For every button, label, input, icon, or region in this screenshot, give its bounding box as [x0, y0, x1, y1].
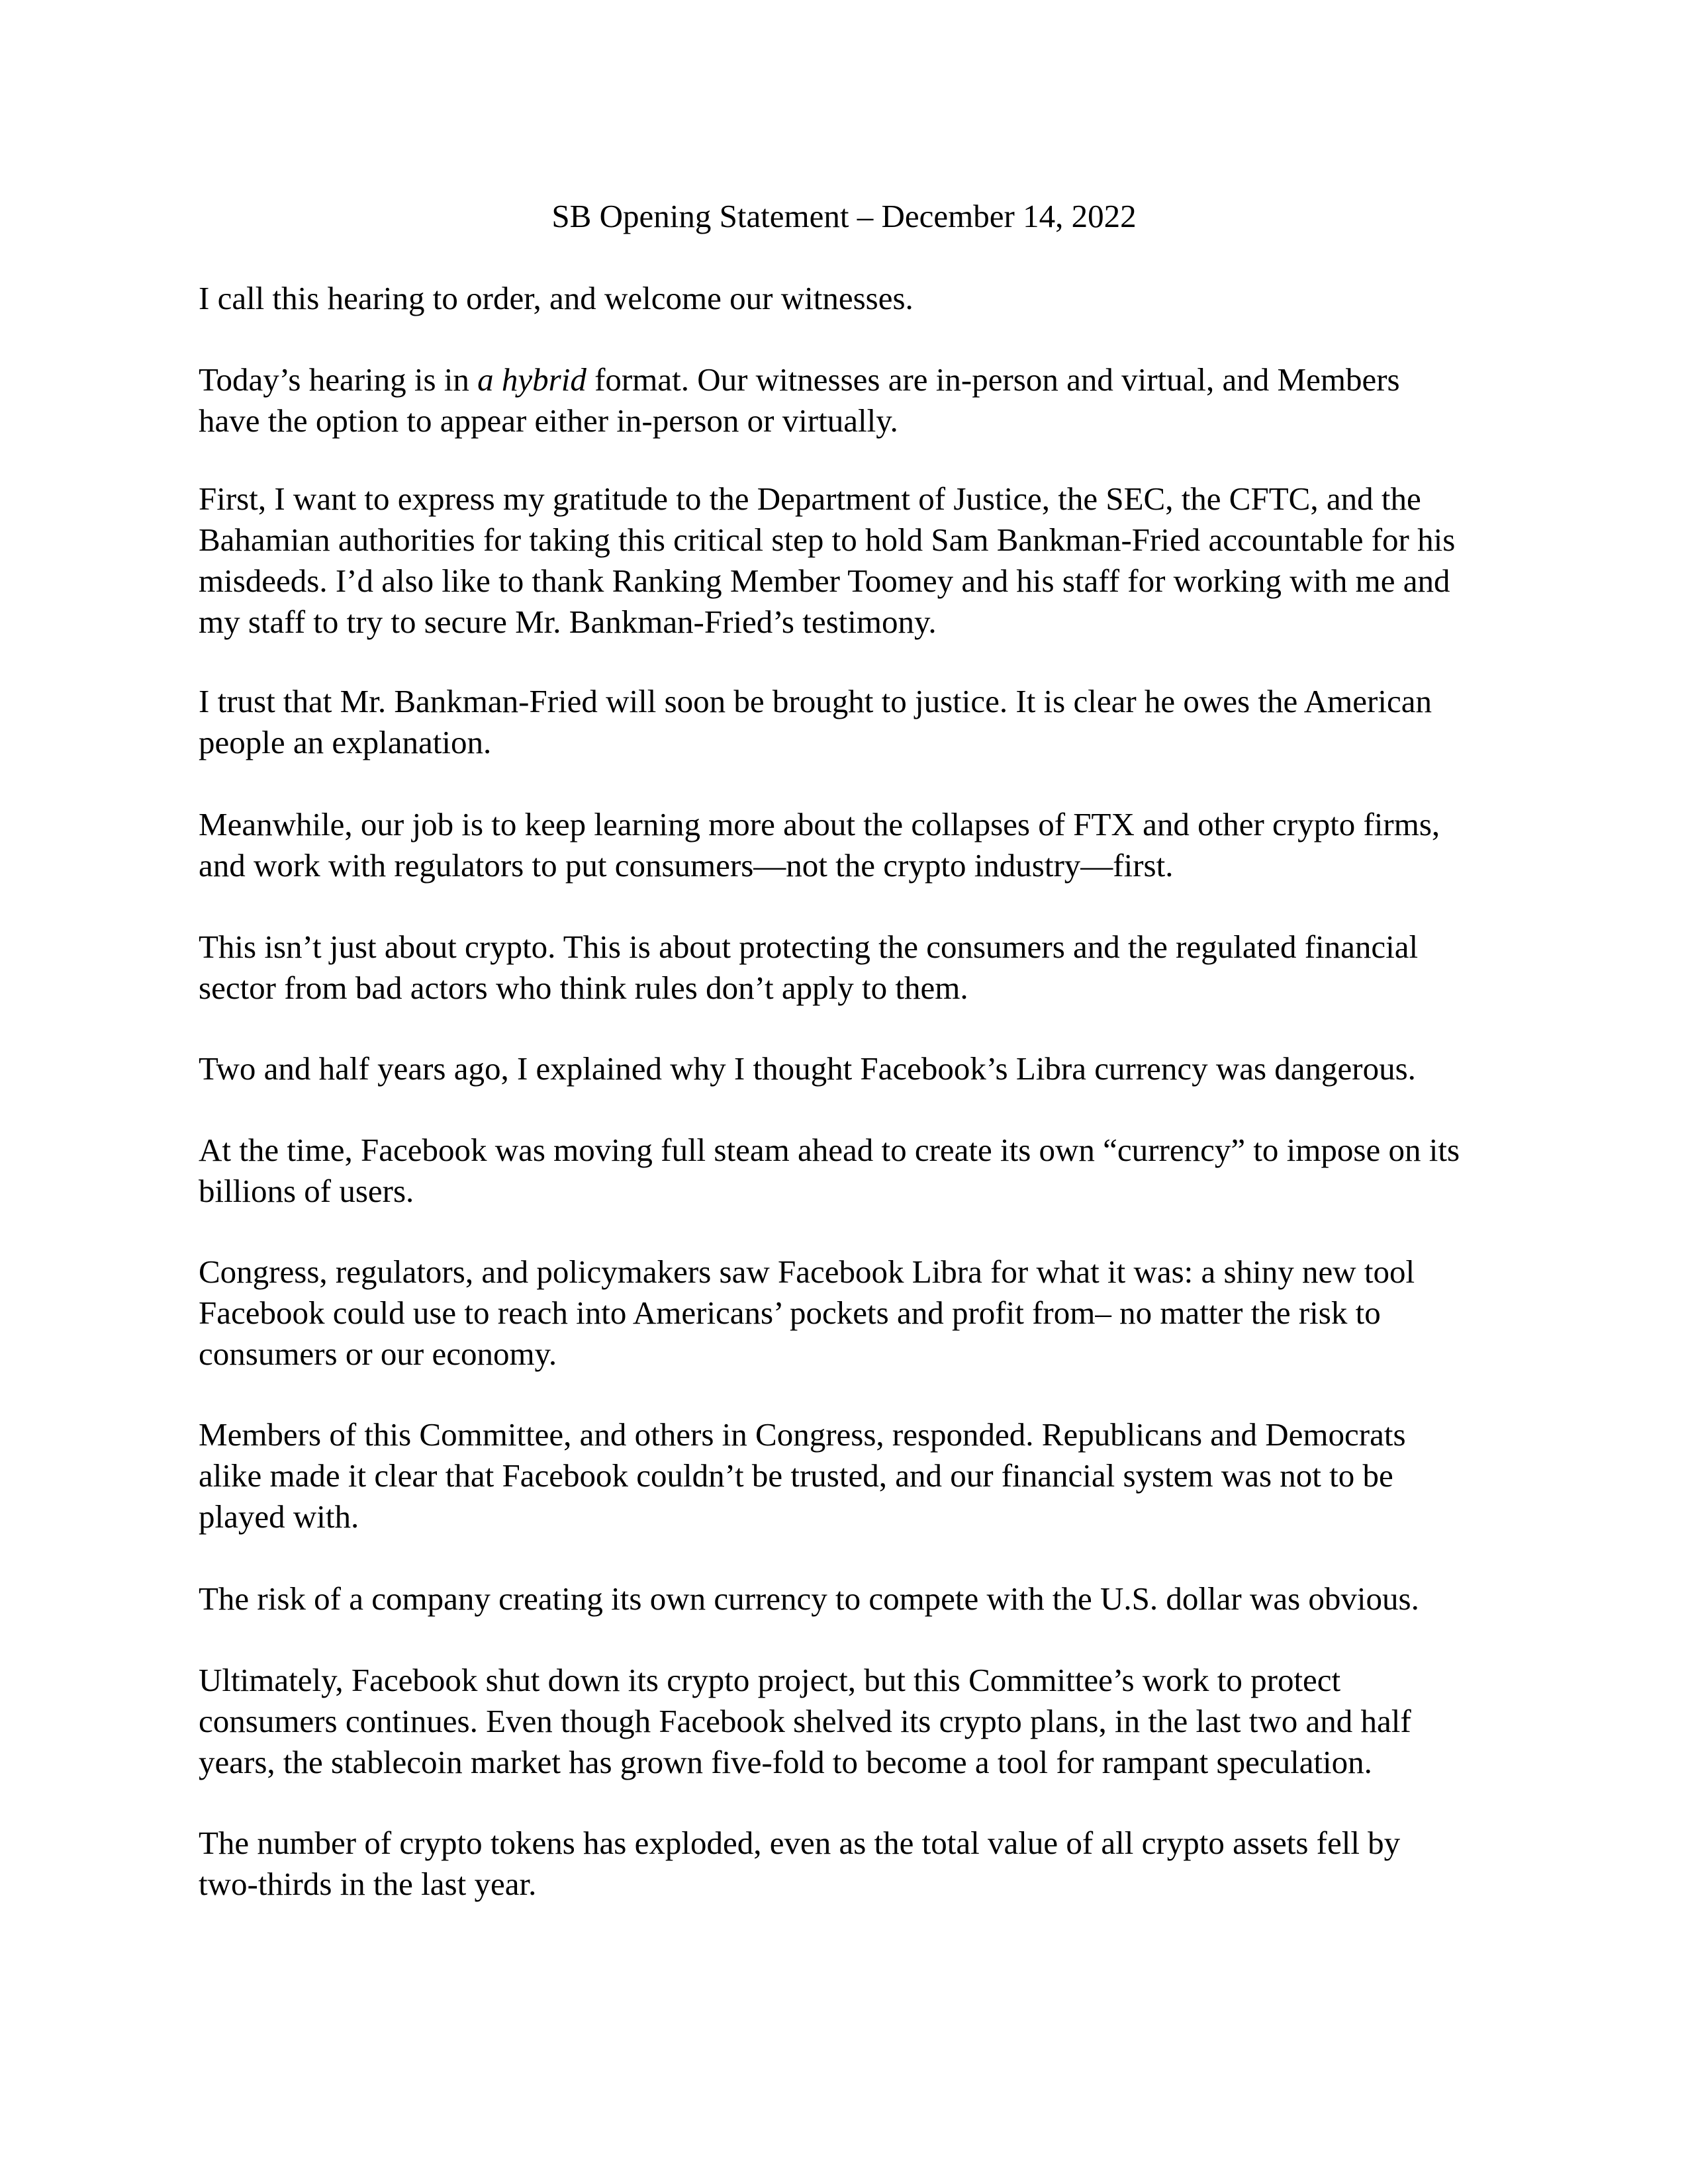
- paragraph-line: sector from bad actors who think rules don’t apply to them.: [199, 970, 968, 1006]
- paragraph-line: billions of users.: [199, 1173, 414, 1209]
- paragraph-line: Members of this Committee, and others in Congress, responded. Republicans and Democrats: [199, 1416, 1406, 1453]
- paragraph-line: consumers continues. Even though Facebook shelved its crypto plans, in the last two and half: [199, 1703, 1411, 1739]
- paragraph-line: played with.: [199, 1498, 359, 1535]
- paragraph-line: The number of crypto tokens has exploded, even as the total value of all crypto assets fell by: [199, 1825, 1401, 1861]
- paragraph-justice: [199, 681, 1496, 763]
- paragraph-line: I trust that Mr. Bankman-Fried will soon be brought to justice. It is clear he owes the American: [199, 683, 1432, 719]
- paragraph-congress-regulators: [199, 1251, 1496, 1375]
- paragraph-ultimately: [199, 1660, 1496, 1783]
- paragraph-call-to-order: [199, 278, 1496, 319]
- paragraph-line: This isn’t just about crypto. This is about protecting the consumers and the regulated financial: [199, 929, 1419, 965]
- document-title: SB Opening Statement – December 14, 2022: [551, 198, 1137, 234]
- paragraph-line: First, I want to express my gratitude to the Department of Justice, the SEC, the CFTC, and the: [199, 480, 1421, 517]
- emphasis-text: a hybrid: [477, 361, 586, 398]
- paragraph-line: I call this hearing to order, and welcome our witnesses.: [199, 280, 914, 316]
- paragraph-line: misdeeds. I’d also like to thank Ranking Member Toomey and his staff for working with me and: [199, 563, 1450, 599]
- paragraph-line: consumers or our economy.: [199, 1336, 557, 1372]
- paragraph-meanwhile: [199, 804, 1496, 886]
- paragraph-line: Meanwhile, our job is to keep learning more about the collapses of FTX and other crypto firms,: [199, 806, 1440, 842]
- paragraph-committee-responded: [199, 1414, 1496, 1537]
- paragraph-line: Facebook could use to reach into Americans’ pockets and profit from– no matter the risk to: [199, 1295, 1381, 1331]
- paragraph-facebook-currency: [199, 1130, 1496, 1212]
- paragraph-line: At the time, Facebook was moving full steam ahead to create its own “currency” to impose on its: [199, 1132, 1460, 1168]
- text-run: format. Our witnesses are in-person and virtual, and Members: [586, 361, 1400, 398]
- text-run: Today’s hearing is in: [199, 361, 478, 398]
- paragraph-line: Congress, regulators, and policymakers saw Facebook Libra for what it was: a shiny new tool: [199, 1253, 1415, 1290]
- paragraph-line: The risk of a company creating its own currency to compete with the U.S. dollar was obvious.: [199, 1580, 1419, 1617]
- paragraph-line: Ultimately, Facebook shut down its crypto project, but this Committee’s work to protect: [199, 1662, 1341, 1698]
- paragraph-hybrid-format: [199, 359, 1496, 441]
- paragraph-gratitude: [199, 478, 1496, 643]
- paragraph-not-just-crypto: [199, 927, 1496, 1009]
- paragraph-line: and work with regulators to put consumers—not the crypto industry—first.: [199, 847, 1174, 884]
- paragraph-line: years, the stablecoin market has grown five-fold to become a tool for rampant speculation.: [199, 1744, 1372, 1780]
- paragraph-line: Bahamian authorities for taking this critical step to hold Sam Bankman-Fried accountable for his: [199, 522, 1456, 558]
- paragraph-crypto-tokens: [199, 1823, 1496, 1905]
- paragraph-libra-dangerous: [199, 1048, 1496, 1089]
- paragraph-line: two-thirds in the last year.: [199, 1866, 537, 1902]
- paragraph-line: alike made it clear that Facebook couldn’t be trusted, and our financial system was not to be: [199, 1457, 1393, 1494]
- paragraph-line: [199, 359, 1496, 400]
- paragraph-line: Two and half years ago, I explained why I thought Facebook’s Libra currency was dangerous.: [199, 1050, 1416, 1087]
- paragraph-line: people an explanation.: [199, 724, 492, 760]
- paragraph-currency-risk: [199, 1578, 1496, 1619]
- paragraph-line: have the option to appear either in-person or virtually.: [199, 402, 898, 439]
- paragraph-line: my staff to try to secure Mr. Bankman-Fried’s testimony.: [199, 604, 937, 640]
